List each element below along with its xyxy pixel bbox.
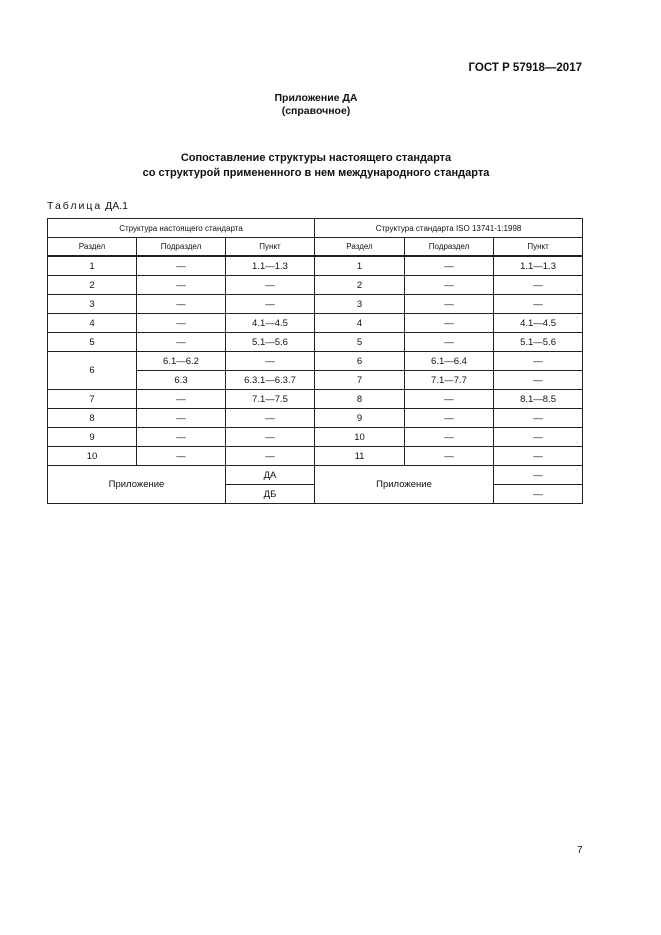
group-header-iso-standard: Структура стандарта ISO 13741-1:1998	[315, 219, 583, 238]
table-cell: 5.1—5.6	[226, 333, 315, 352]
table-cell: —	[226, 447, 315, 466]
table-cell: —	[405, 256, 494, 276]
table-cell: 4.1—4.5	[226, 314, 315, 333]
table-cell: —	[494, 371, 583, 390]
table-cell: —	[405, 409, 494, 428]
table-cell: 7.1—7.7	[405, 371, 494, 390]
table-row	[48, 447, 583, 466]
table-column-header-row	[48, 238, 583, 257]
table-cell: —	[494, 428, 583, 447]
table-cell: —	[405, 276, 494, 295]
table-cell: 5	[48, 333, 137, 352]
appendix-item-iso: —	[494, 466, 583, 485]
table-cell: 1	[315, 256, 405, 276]
annex-title	[0, 92, 632, 118]
appendix-label-iso: Приложение	[315, 466, 494, 504]
column-header: Раздел	[315, 238, 405, 257]
document-code: ГОСТ Р 57918—2017	[468, 62, 582, 74]
table-cell: 10	[48, 447, 137, 466]
table-cell: —	[137, 409, 226, 428]
table-cell: 9	[48, 428, 137, 447]
table-cell: 7	[315, 371, 405, 390]
table-row	[48, 333, 583, 352]
column-header: Подраздел	[137, 238, 226, 257]
annex-title-text: Приложение ДА	[274, 92, 358, 104]
column-header: Раздел	[48, 238, 137, 257]
table-cell: 7	[48, 390, 137, 409]
table-cell: 5	[315, 333, 405, 352]
table-cell: 6	[48, 352, 137, 390]
table-cell: —	[137, 428, 226, 447]
table-cell: 6.1—6.2	[137, 352, 226, 371]
table-cell: —	[494, 352, 583, 371]
page-number: 7	[577, 845, 583, 856]
table-cell: —	[405, 333, 494, 352]
table-cell: 6	[315, 352, 405, 371]
table-cell: —	[226, 295, 315, 314]
table-cell: —	[137, 333, 226, 352]
appendix-label-current: Приложение	[48, 466, 226, 504]
table-caption	[47, 200, 128, 212]
table-cell: —	[226, 428, 315, 447]
table-cell: —	[405, 390, 494, 409]
table-cell: 1.1—1.3	[226, 256, 315, 276]
column-header: Пункт	[226, 238, 315, 257]
table-cell: —	[405, 447, 494, 466]
table-cell: 8	[48, 409, 137, 428]
table-cell: 6.1—6.4	[405, 352, 494, 371]
table-cell: —	[494, 409, 583, 428]
column-header: Подраздел	[405, 238, 494, 257]
appendix-item-current: ДА	[226, 466, 315, 485]
table-cell: 7.1—7.5	[226, 390, 315, 409]
table-cell: 3	[315, 295, 405, 314]
table-cell: —	[137, 295, 226, 314]
table-cell: 4	[315, 314, 405, 333]
heading-line-1: Сопоставление структуры настоящего стандарта	[180, 152, 452, 164]
table-row	[48, 352, 583, 371]
appendix-row	[48, 466, 583, 485]
table-cell: —	[405, 314, 494, 333]
column-header: Пункт	[494, 238, 583, 257]
table-row	[48, 276, 583, 295]
table-cell: 6.3	[137, 371, 226, 390]
comparison-table	[47, 218, 583, 504]
table-cell: 9	[315, 409, 405, 428]
table-row	[48, 295, 583, 314]
table-cell: 2	[315, 276, 405, 295]
table-cell: 8	[315, 390, 405, 409]
table-cell: 1	[48, 256, 137, 276]
table-row	[48, 314, 583, 333]
table-cell: —	[405, 295, 494, 314]
table-group-header-row	[48, 219, 583, 238]
table-row	[48, 428, 583, 447]
table-cell: 5.1—5.6	[494, 333, 583, 352]
appendix-item-current: ДБ	[226, 485, 315, 504]
table-cell: —	[137, 276, 226, 295]
table-cell: 4	[48, 314, 137, 333]
section-heading	[0, 151, 632, 181]
table-cell: —	[137, 390, 226, 409]
appendix-item-iso: —	[494, 485, 583, 504]
table-caption-word: Таблица	[47, 200, 103, 212]
heading-line-2: со структурой примененного в нем международного стандарта	[142, 167, 490, 179]
table-caption-id: ДА.1	[105, 200, 128, 212]
table-row	[48, 409, 583, 428]
table-cell: 1.1—1.3	[494, 256, 583, 276]
table-cell: —	[137, 256, 226, 276]
table-cell: —	[137, 447, 226, 466]
table-cell: —	[226, 409, 315, 428]
table-cell: 3	[48, 295, 137, 314]
table-cell: —	[405, 428, 494, 447]
table-cell: 11	[315, 447, 405, 466]
table-cell: 6.3.1—6.3.7	[226, 371, 315, 390]
table-cell: 2	[48, 276, 137, 295]
table-cell: 4.1—4.5	[494, 314, 583, 333]
table-row	[48, 390, 583, 409]
table-cell: —	[494, 295, 583, 314]
table-cell: —	[226, 276, 315, 295]
table-cell: —	[494, 276, 583, 295]
group-header-current-standard: Структура настоящего стандарта	[48, 219, 315, 238]
table-cell: 8.1—8.5	[494, 390, 583, 409]
table-row	[48, 256, 583, 276]
table-cell: —	[137, 314, 226, 333]
annex-subtitle: (справочное)	[281, 105, 351, 117]
table-cell: 10	[315, 428, 405, 447]
table-cell: —	[226, 352, 315, 371]
table-cell: —	[494, 447, 583, 466]
